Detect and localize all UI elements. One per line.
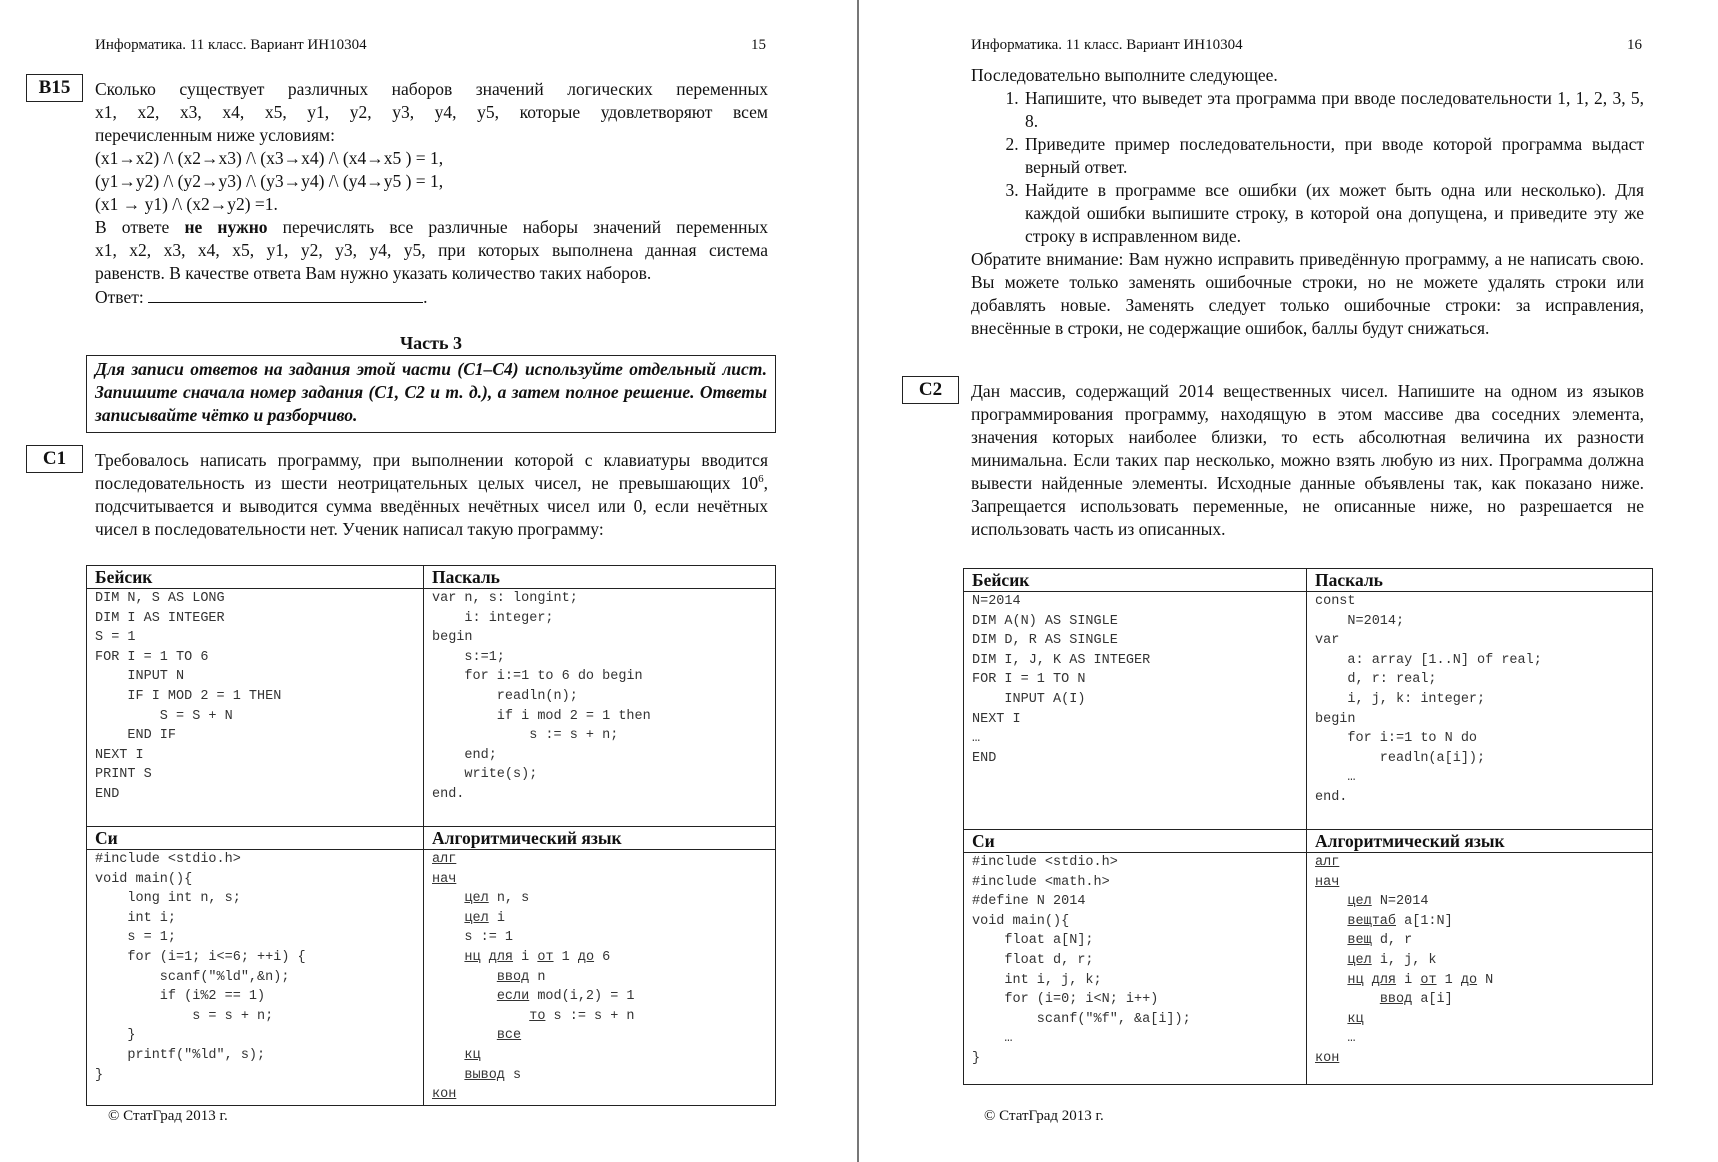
page-divider [857,0,859,1162]
right-footer: © СтатГрад 2013 г. [984,1108,1104,1124]
c1-text-start: Требовалось написать программу, при выполнении которой с клавиатуры вводится последовательность из шести неотрицательных целых чисел, не превышающих 10 [95,450,768,493]
c1-tasks-block [971,64,1644,340]
answer-label: Ответ: [95,287,144,307]
left-header-title: Информатика. 11 класс. Вариант ИН10304 [95,37,367,53]
b15-condition-2: (y1→y2) /\ (y2→y3) /\ (y3→y4) /\ (y4→y5 ) = 1, [95,171,444,191]
c2-header-basic: Бейсик [964,569,1307,592]
b15-note-line-2: x1, x2, x3, x4, x5, y1, y2, y3, y4, y5, при которых выполнена данная система [95,240,768,260]
b15-line-3: перечисленным ниже условиям: [95,125,335,145]
c1-code-alg: алг нач цел n, s цел i s := 1 нц для i от 1 до 6 ввод n если mod(i,2) = 1 то s := s + n все кц вывод s кон [432,852,635,1103]
c1-code-c: #include <stdio.h> void main(){ long int n, s; int i; s = 1; for (i=1; i<=6; ++i) { scanf("%ld",&n); if (i%2 == 1) s = s + n; } printf("%ld", s); } [95,852,306,1083]
c1-text-end: , подсчитывается и выводится сумма введённых нечётных чисел или 0, если нечётных чисел в последовательности нет. Ученик написал такую программу: [95,473,768,539]
c2-header-pascal: Паскаль [1307,569,1653,592]
task-label-c2: C2 [902,376,959,404]
left-footer: © СтатГрад 2013 г. [108,1108,228,1124]
b15-note-line-1 [95,216,768,239]
c1-header-alg: Алгоритмический язык [424,827,776,850]
c1-code-pascal: var n, s: longint; i: integer; begin s:=1; for i:=1 to 6 do begin readln(n); if i mod 2 = 1 then s := s + n; end; write(s); end. [432,591,651,802]
b15-condition-3: (x1 → y1) /\ (x2→y2) =1. [95,194,278,214]
c1-text [95,449,768,541]
c1-text-sup: 6 [758,473,764,486]
c1-code-basic: DIM N, S AS LONG DIM I AS INTEGER S = 1 FOR I = 1 TO 6 INPUT N IF I MOD 2 = 1 THEN S = S + N END IF NEXT I PRINT S END [95,591,282,802]
b15-line-1: Сколько существует различных наборов значений логических переменных [95,79,768,99]
c1-tasks-intro: Последовательно выполните следующее. [971,65,1278,85]
left-page [0,0,858,1162]
c1-attention: Обратите внимание: Вам нужно исправить приведённую программу, а не написать свою. Вы можете только заменять ошибочные строки, но не можете удалять строки или добавлять новые. Заменять следует только ошибочные строки: за исправления, внесённые в строки, не содержащие ошибок, баллы будут снижаться. [971,249,1644,338]
c2-code-basic: N=2014 DIM A(N) AS SINGLE DIM D, R AS SINGLE DIM I, J, K AS INTEGER FOR I = 1 TO N INPUT A(I) NEXT I … END [972,594,1151,766]
part3-title: Часть 3 [399,333,463,353]
part3-instruction-box: Для записи ответов на задания этой части (С1–С4) используйте отдельный лист. Запишите сначала номер задания (С1, С2 и т. д.), а затем полное решение. Ответы записывайте чётко и разборчиво. [86,355,776,433]
c2-header-alg: Алгоритмический язык [1307,830,1653,853]
b15-text [95,78,768,309]
c2-code-table [963,568,1653,1085]
c2-code-pascal: const N=2014; var a: array [1..N] of real; d, r: real; i, j, k: integer; begin for i:=1 to N do readln(a[i]); … end. [1315,594,1542,805]
c2-code-alg: алг нач цел N=2014 вещтаб a[1:N] вещ d, r цел i, j, k нц для i от 1 до N ввод a[i] кц … кон [1315,855,1494,1066]
right-header-title: Информатика. 11 класс. Вариант ИН10304 [971,37,1243,53]
right-page [860,0,1718,1162]
b15-answer: Ответ: . [95,287,428,307]
b15-note-line-3: равенств. В качестве ответа Вам нужно указать количество таких наборов. [95,263,652,283]
c2-header-c: Си [964,830,1307,853]
c1-step-1: 1. Напишите, что выведет эта программа при вводе последовательности 1, 1, 2, 3, 5, 8. [1023,87,1644,133]
left-page-number: 15 [751,37,766,53]
c1-header-pascal: Паскаль [424,566,776,589]
b15-line-2: x1, x2, x3, x4, x5, y1, y2, y3, y4, y5, которые удовлетворяют всем [95,102,768,122]
answer-blank-line[interactable] [148,286,423,303]
b15-condition-1: (x1→x2) /\ (x2→x3) /\ (x3→x4) /\ (x4→x5 ) = 1, [95,148,444,168]
b15-note-rest: перечислять все различные наборы значений переменных [267,217,768,237]
c1-steps-list [971,87,1644,248]
b15-note-bold: не нужно [184,217,268,237]
b15-note-prefix: В ответе [95,217,185,237]
c1-code-table [86,565,776,1106]
c1-step-3: 3. Найдите в программе все ошибки (их может быть одна или несколько). Для каждой ошибки выпишите строку, в которой она допущена, и приведите эту же строку в исправленном виде. [1023,179,1644,248]
task-label-b15: B15 [26,74,83,102]
c2-code-c: #include <stdio.h> #include <math.h> #define N 2014 void main(){ float a[N]; float d, r; int i, j, k; for (i=0; i<N; i++) scanf("%f", &a[i]); … } [972,855,1191,1066]
c1-step-2: 2. Приведите пример последовательности, при вводе которой программа выдаст верный ответ. [1023,133,1644,179]
c1-header-c: Си [87,827,424,850]
c2-text: Дан массив, содержащий 2014 вещественных чисел. Напишите на одном из языков программирования программу, находящую в этом массиве два соседних элемента, значения которых наиболее близки, то есть абсолютная величина их разности минимальна. Если таких пар несколько, можно взять любую из них. Программа должна вывести найденные элементы. Исходные данные объявлены так, как показано ниже. Запрещается использовать переменные, не описанные ниже, но разрешается не использовать часть из описанных. [971,381,1644,539]
c1-header-basic: Бейсик [87,566,424,589]
task-label-c1: C1 [26,445,83,473]
right-page-number: 16 [1627,37,1642,53]
